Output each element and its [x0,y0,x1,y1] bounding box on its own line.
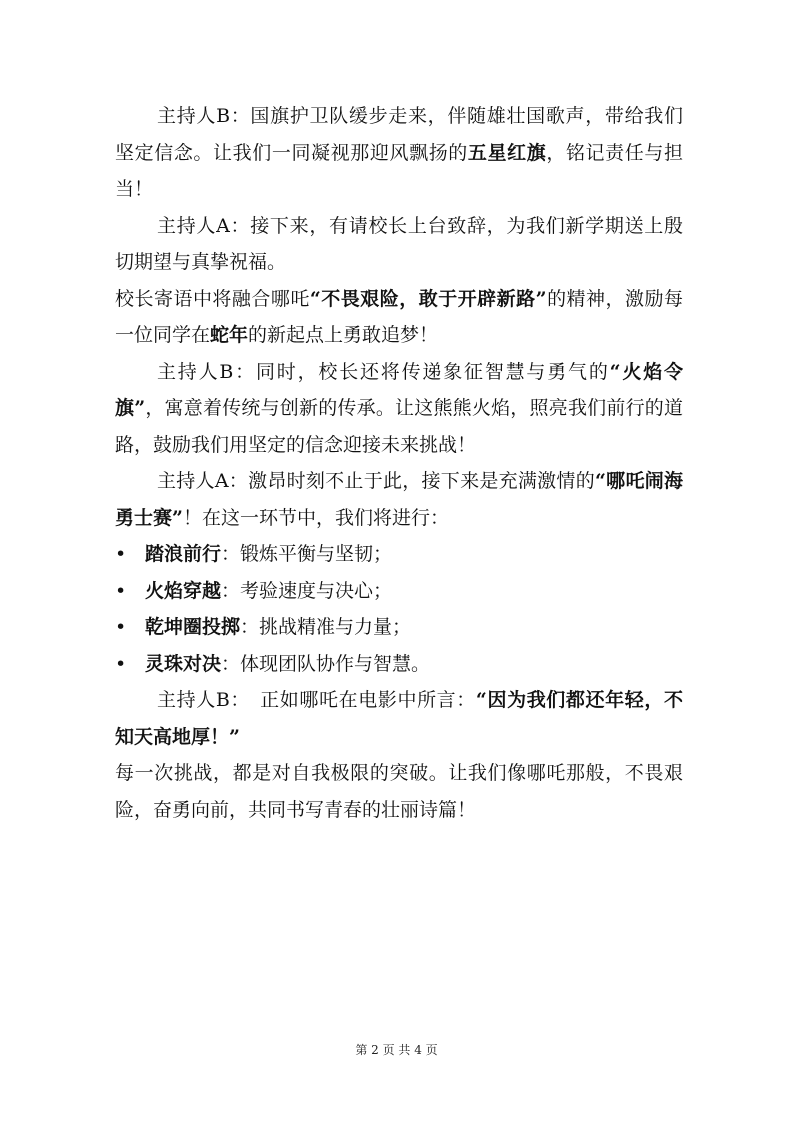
p7-text: 每一次挑战，都是对自我极限的突破。让我们像哪吒那般，不畏艰险，奋勇向前，共同书写青春的壮丽诗篇！ [115,762,683,821]
event-name: 踏浪前行 [145,543,222,565]
paragraph-closing [115,755,683,828]
p6-bold-quote: “因为我们都还年轻，不知天高地厚！” [115,689,683,748]
p3-bold-motto: “不畏艰险，敢于开辟新路” [309,287,547,310]
paragraph-host-a-principal [115,208,683,281]
paragraph-host-a-contest [115,463,683,536]
p1-lead: 主持人B：国旗护卫队缓步走来，伴随雄壮国歌声，带给我们坚定信念。让我们一同凝视那迎风飘扬的 [115,105,683,164]
event-desc: ：考验速度与决心； [221,579,393,602]
page-number-footer: 第 2 页 共 4 页 [355,1043,438,1057]
p3-tail: 的新起点上勇敢追梦！ [248,324,439,346]
p4-lead: 主持人B：同时，校长还将传递象征智慧与勇气的 [157,360,610,383]
p4-tail: ，寓意着传统与创新的传承。让这熊熊火焰，照亮我们前行的道路，鼓励我们用坚定的信念迎接未来挑战！ [115,397,683,456]
contest-events-list [115,536,683,682]
document-body [115,98,683,828]
event-name: 乾坤圈投掷 [145,616,241,638]
p3-bold-snake-year: 蛇年 [210,324,249,346]
bullet-icon: • [115,543,127,565]
paragraph-host-b-flame-flag [115,354,683,464]
p1-bold-five-star-flag: 五星红旗 [467,141,547,164]
list-item [115,536,683,573]
bullet-icon: • [115,652,127,675]
p5-tail: ！在这一环节中，我们将进行： [182,506,449,529]
list-item [115,573,683,610]
p5-lead: 主持人A：激昂时刻不止于此，接下来是充满激情的 [157,470,595,492]
list-item [115,646,683,683]
p3-lead: 校长寄语中将融合哪吒 [115,287,310,310]
event-desc: ：体现团队协作与智慧。 [221,652,431,675]
event-desc: ：锻炼平衡与坚韧； [221,543,393,565]
p3-mid: 的精神，激励每一位同学在 [115,287,683,346]
p4-bold-flame-flag: “火焰令旗” [115,360,683,419]
bullet-icon: • [115,616,127,638]
list-item [115,609,683,646]
p1-tail: ，铭记责任与担当！ [115,141,683,200]
paragraph-host-b-flag [115,98,683,208]
paragraph-host-b-quote [115,682,683,755]
event-name: 火焰穿越 [145,579,222,602]
event-desc: ：挑战精准与力量； [240,616,412,638]
paragraph-principal-message [115,281,683,354]
p5-bold-contest-name: “哪吒闹海勇士赛” [115,470,683,529]
bullet-icon: • [115,579,127,602]
p6-lead: 主持人B： 正如哪吒在电影中所言： [157,689,476,711]
event-name: 灵珠对决 [145,652,222,675]
p2-text: 主持人A：接下来，有请校长上台致辞，为我们新学期送上殷切期望与真挚祝福。 [115,214,683,273]
